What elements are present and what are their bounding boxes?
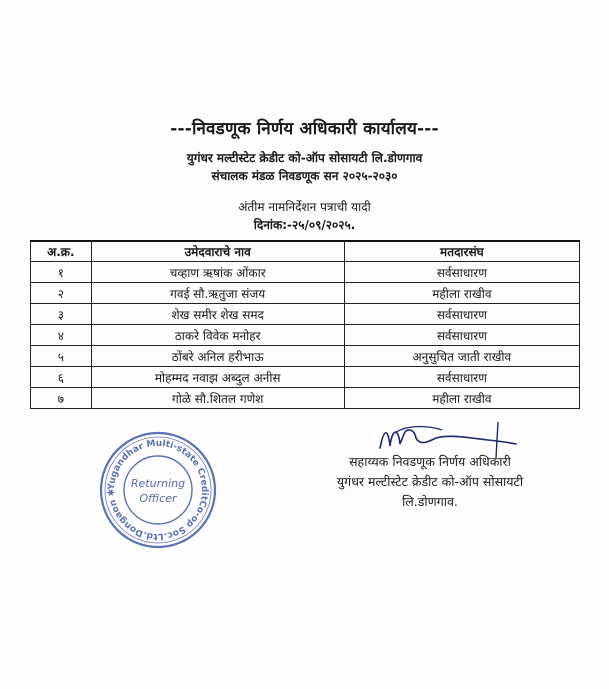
- stamp-ring-text: Yugandhar Multi-state CreditCo-op Soc.Ltd.Dongaon ✱: [106, 438, 210, 542]
- society-name: युगंधर मल्टीस्टेट क्रेडीट को-ऑप सोसायटी लि.डोणगाव: [186, 151, 423, 165]
- cell-sr: ६: [31, 367, 92, 388]
- signatory-designation: सहाय्यक निवडणूक निर्णय अधिकारी: [349, 454, 511, 469]
- cell-name: मोहम्मद नवाझ अब्दुल अनीस: [91, 367, 344, 388]
- table-row: [31, 325, 580, 346]
- cell-name: ठाकरे विवेक मनोहर: [91, 325, 344, 346]
- column-header-constituency: मतदारसंघ: [344, 241, 579, 262]
- list-title: अंतीम नामनिर्देशन पत्राची यादी: [238, 200, 371, 214]
- cell-sr: ५: [31, 346, 92, 367]
- cell-constituency: सर्वसाधारण: [344, 367, 579, 388]
- cell-constituency: सर्वसाधारण: [344, 325, 579, 346]
- column-header-name: उमेदवाराचे नाव: [91, 241, 344, 262]
- cell-name: गवई सौ.ऋतुजा संजय: [91, 283, 344, 304]
- cell-name: ठोंबरे अनिल हरीभाऊ: [91, 346, 344, 367]
- cell-constituency: सर्वसाधारण: [344, 304, 579, 325]
- svg-text:Returning: Returning: [130, 477, 186, 490]
- cell-name: चव्हाण ऋषांक ओंकार: [91, 262, 344, 283]
- election-name: संचालक मंडळ निवडणूक सन २०२५-२०३०: [211, 169, 398, 183]
- cell-name: गोळे सौ.शितल गणेश: [91, 388, 344, 409]
- cell-sr: १: [31, 262, 92, 283]
- svg-text:Yugandhar Multi-state CreditCo: [107, 439, 209, 541]
- signatory-block: [300, 452, 560, 512]
- returning-officer-stamp: [98, 430, 218, 550]
- office-title: ---निवडणूक निर्णय अधिकारी कार्यालय---: [170, 119, 439, 139]
- signatory-society: युगंधर मल्टीस्टेट क्रेडीट को-ऑप सोसायटी: [336, 474, 524, 489]
- table-row: [31, 367, 580, 388]
- cell-sr: ४: [31, 325, 92, 346]
- cell-sr: २: [31, 283, 92, 304]
- signatory-place: लि.डोणगाव.: [402, 494, 458, 509]
- cell-name: शेख समीर शेख समद: [91, 304, 344, 325]
- list-date: दिनांक:-२५/०९/२०२५.: [253, 218, 356, 232]
- table-row: [31, 262, 580, 283]
- cell-constituency: अनुसुचित जाती राखीव: [344, 346, 579, 367]
- nomination-table: [30, 240, 580, 409]
- cell-constituency: महीला राखीव: [344, 388, 579, 409]
- cell-sr: ७: [31, 388, 92, 409]
- table-header-row: [31, 241, 580, 262]
- cell-constituency: महीला राखीव: [344, 283, 579, 304]
- table-row: [31, 388, 580, 409]
- table-row: [31, 346, 580, 367]
- table-row: [31, 304, 580, 325]
- column-header-sr: अ.क्र.: [31, 241, 92, 262]
- svg-text:Officer: Officer: [139, 492, 177, 505]
- cell-sr: ३: [31, 304, 92, 325]
- cell-constituency: सर्वसाधारण: [344, 262, 579, 283]
- table-row: [31, 283, 580, 304]
